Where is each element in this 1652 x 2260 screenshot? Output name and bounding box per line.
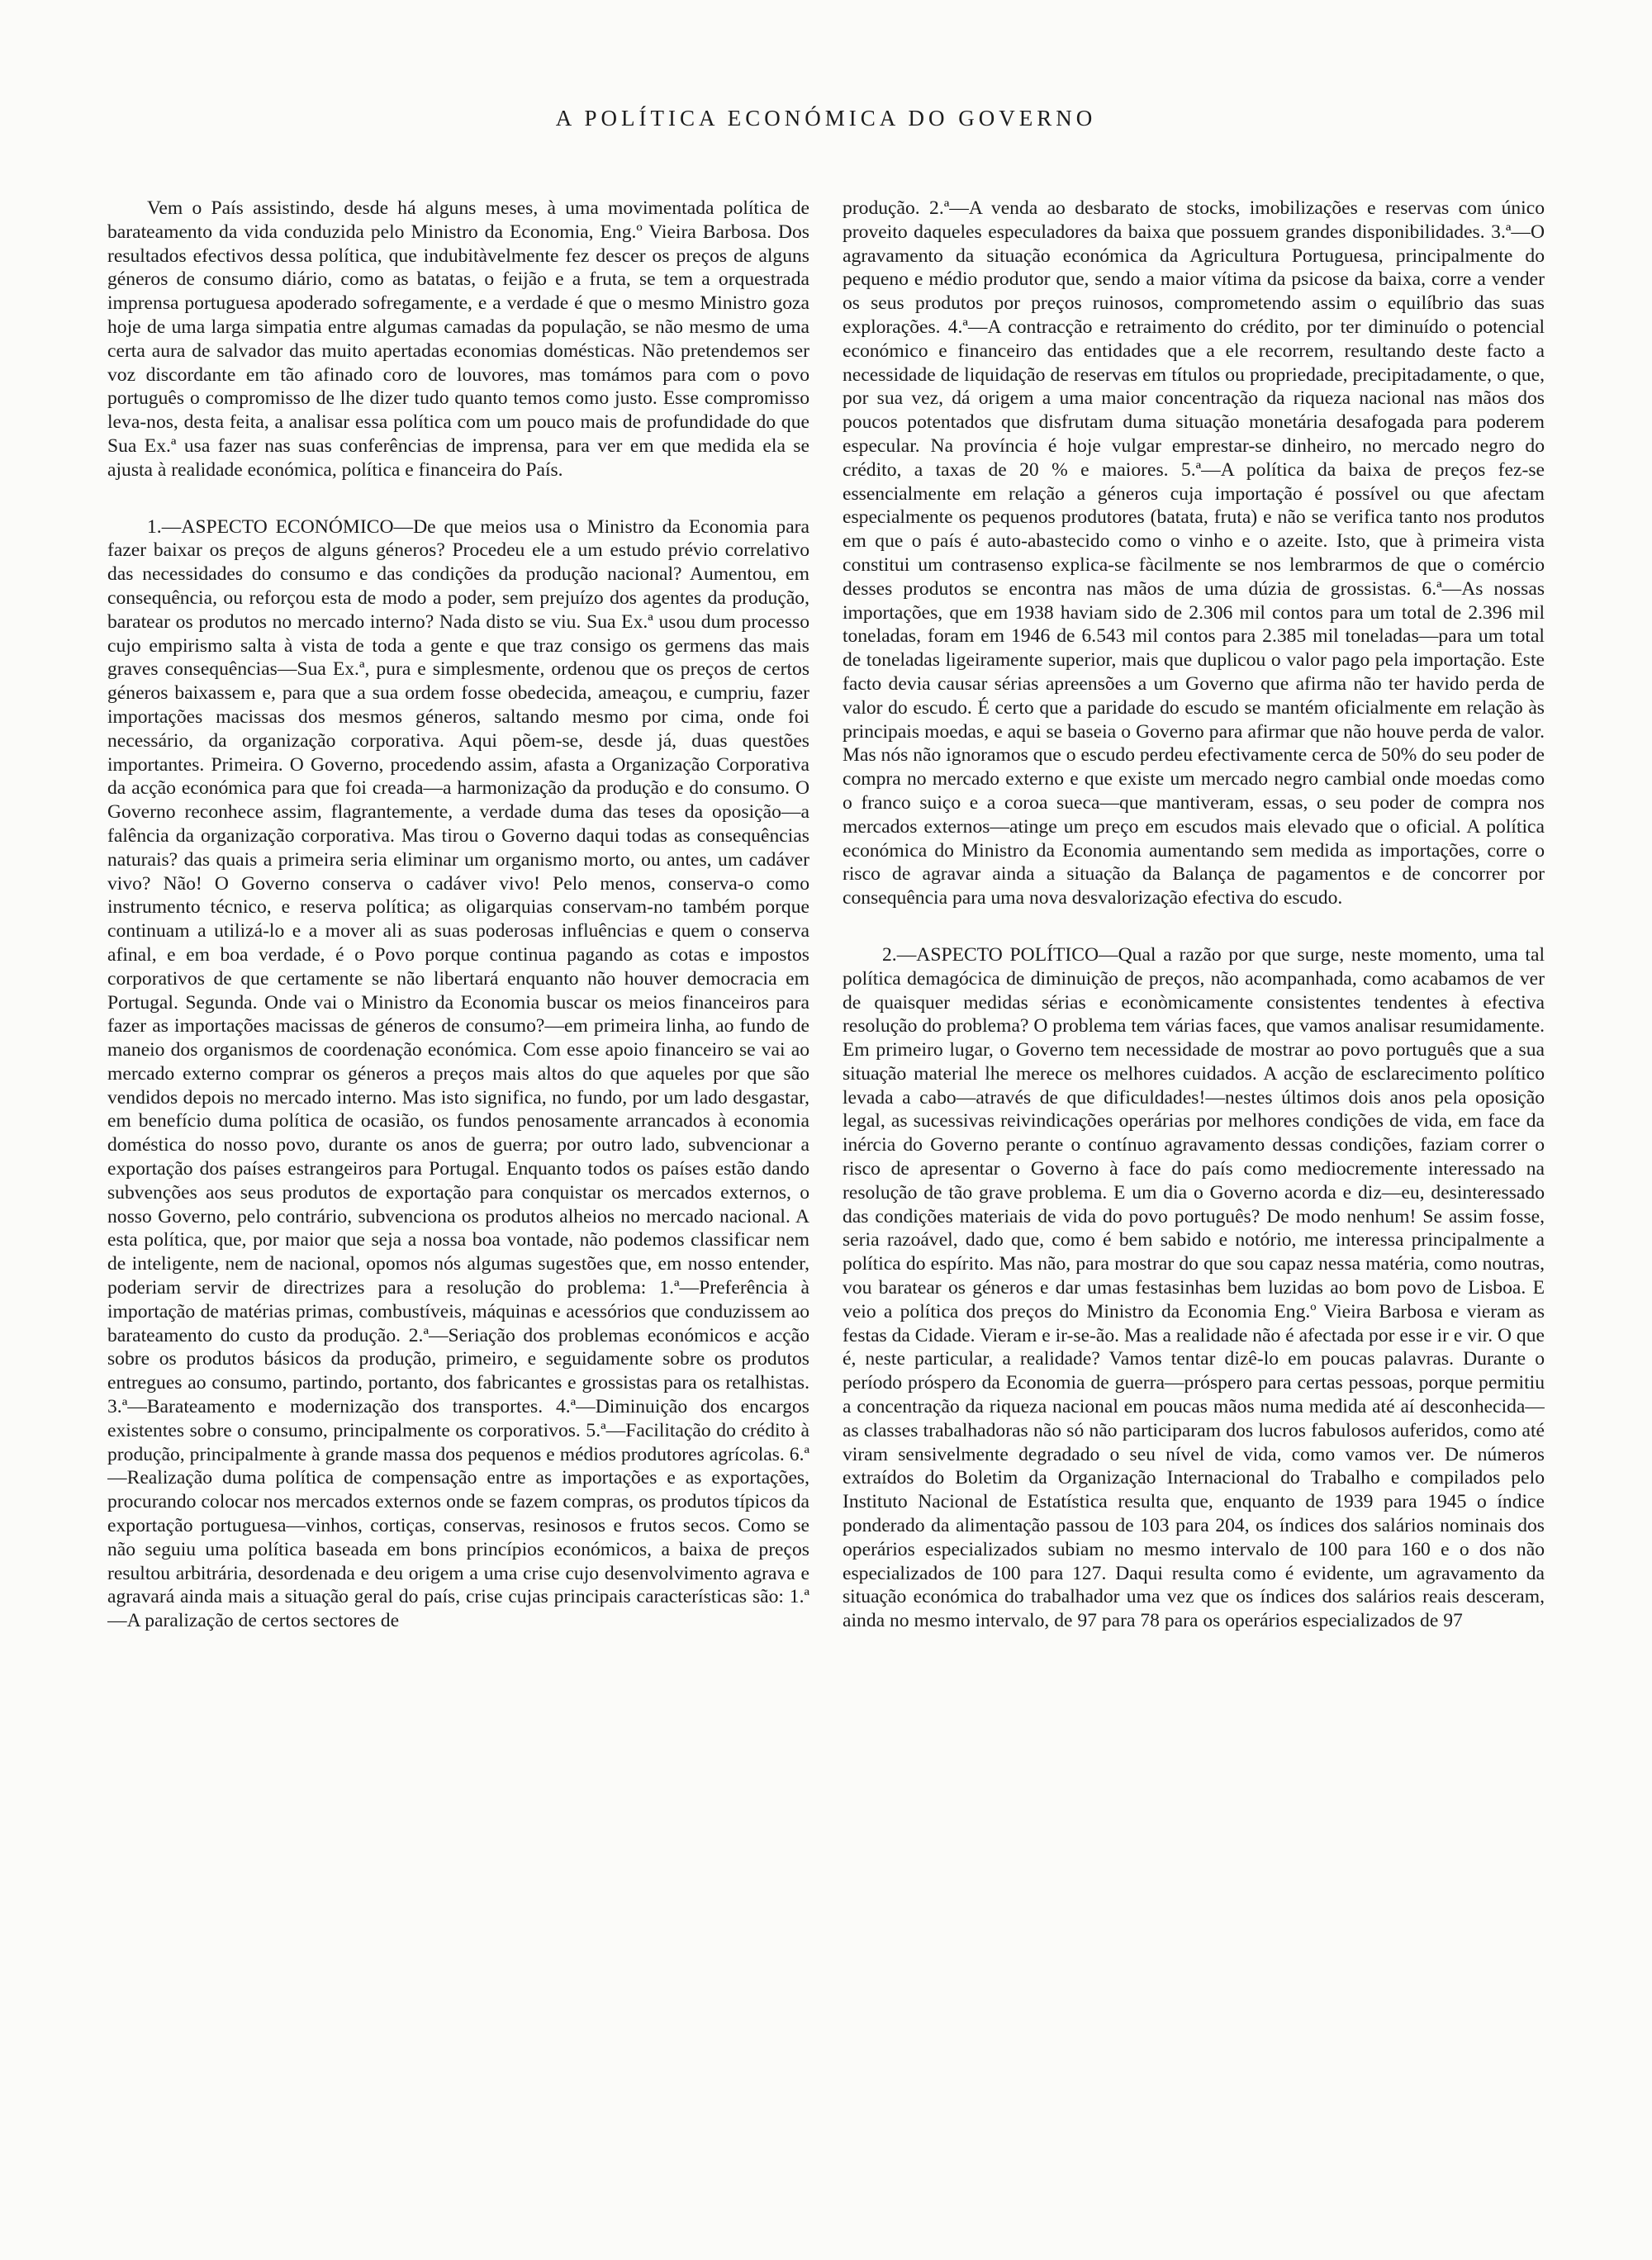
intro-paragraph: Vem o País assistindo, desde há alguns meses, à uma movimentada política de barateamento da vida conduzida pelo Ministro da Economia, Eng.º Vieira Barbosa. Dos resultados efectivos dessa política, que indubitàvelmente fez descer os preços de alguns géneros de consumo diário, como as batatas, o feijão e a fruta, se tem a orquestrada imprensa portuguesa apoderado sofregamente, e a verdade é que o mesmo Ministro goza hoje de uma larga simpatia entre algumas camadas da população, se não mesmo de uma certa aura de salvador das muito apertadas economias domésticas. Não pretendemos ser voz discordante em tão afinado coro de louvores, mas tomámos para com o povo português o compromisso de lhe dizer tudo quanto temos como justo. Esse compromisso leva-nos, desta feita, a analisar essa política com um pouco mais de profundidade do que Sua Ex.ª usa fazer nas suas conferências de imprensa, para ver em que medida ela se ajusta à realidade económica, política e financeira do País.: [107, 197, 809, 481]
political-aspect-paragraph: 2.—ASPECTO POLÍTICO—Qual a razão por que surge, neste momento, uma tal política demagócica de diminuição de preços, não acompanhada, como acabamos de ver de quaisquer medidas sérias e econòmicamente consistentes tendentes à efectiva resolução do problema? O problema tem várias faces, que vamos analisar resumidamente. Em primeiro lugar, o Governo tem necessidade de mostrar ao povo português que a sua situação material lhe merece os melhores cuidados. A acção de esclarecimento político levada a cabo—através de que dificuldades!—nestes últimos dois anos pela oposição legal, as sucessivas reivindicações operárias por melhores condições de vida, em face da inércia do Governo perante o contínuo agravamento dessas condições, faziam correr o risco de apresentar o Governo à face do país como mediocremente interessado na resolução de tão grave problema. E um dia o Governo acorda e diz—eu, desinteressado das condições materiais de vida do povo português? De modo nenhum! Se assim fosse, seria razoável, dado que, como é bem sabido e notório, me interessa principalmente a política do espírito. Mas não, para mostrar do que sou capaz nessa matéria, como noutras, vou baratear os géneros e dar umas festasinhas bem luzidas ao bom povo de Lisboa. E veio a política dos preços do Ministro da Economia Eng.º Vieira Barbosa e vieram as festas da Cidade. Vieram e ir-se-ão. Mas a realidade não é afectada por esse ir e vir. O que é, neste particular, a realidade? Vamos tentar dizê-lo em poucas palavras. Durante o período próspero da Economia de guerra—próspero para certas pessoas, porque permitiu a concentração da riqueza nacional em poucas mãos numa medida até aí desconhecida—as classes trabalhadoras não só não participaram dos lucros fabulosos auferidos, como até viram sensivelmente degradado o seu nível de vida, como vamos ver. De números extraídos do Boletim da Organização Internacional do Trabalho e compilados pelo Instituto Nacional de Estatística resulta que, enquanto de 1939 para 1945 o índice ponderado da alimentação passou de 103 para 204, os índices dos salários nominais dos operários especializados subiam no mesmo intervalo de 100 para 160 e o dos não especializados de 100 para 127. Daqui resulta como é evidente, um agravamento da situação económica do trabalhador uma vez que os índices dos salários reais desceram, ainda no mesmo intervalo, de 97 para 78 para os operários especializados de 97: [843, 943, 1545, 1632]
left-column: [107, 197, 809, 2237]
right-column: [843, 197, 1545, 2237]
economic-aspect-paragraph: 1.—ASPECTO ECONÓMICO—De que meios usa o Ministro da Economia para fazer baixar os preços de alguns géneros? Procedeu ele a um estudo prévio correlativo das necessidades do consumo e das condições da produção nacional? Aumentou, em consequência, ou reforçou esta de modo a poder, sem prejuízo dos agentes da produção, baratear os produtos no mercado interno? Nada disto se viu. Sua Ex.ª usou dum processo cujo empirismo salta à vista de toda a gente e que traz consigo os germens das mais graves consequências—Sua Ex.ª, pura e simplesmente, ordenou que os preços de certos géneros baixassem e, para que a sua ordem fosse obedecida, ameaçou, e cumpriu, fazer importações macissas dos mesmos géneros, saltando mesmo por cima, onde foi necessário, da organização corporativa. Aqui põem-se, desde já, duas questões importantes. Primeira. O Governo, procedendo assim, afasta a Organização Corporativa da acção económica para que foi creada—a harmonização da produção e do consumo. O Governo reconhece assim, flagrantemente, a verdade duma das teses da oposição—a falência da organização corporativa. Mas tirou o Governo daqui todas as consequências naturais? das quais a primeira seria eliminar um organismo morto, ou antes, um cadáver vivo? Não! O Governo conserva o cadáver vivo! Pelo menos, conserva-o como instrumento técnico, e reserva política; as oligarquias conservam-no também porque continuam a utilizá-lo e a mover ali as suas poderosas influências e quem o conserva afinal, e em boa verdade, é o Povo porque continua pagando as cotas e impostos corporativos de que certamente se não libertará enquanto não houver democracia em Portugal. Segunda. Onde vai o Ministro da Economia buscar os meios financeiros para fazer as importações macissas de géneros de consumo?—em primeira linha, ao fundo de maneio dos organismos de coordenação económica. Com esse apoio financeiro se vai ao mercado externo comprar os géneros a preços mais altos do que aqueles por que são vendidos depois no mercado interno. Mas isto significa, no fundo, por um lado desgastar, em benefício duma política de ocasião, os fundos penosamente arrancados à economia doméstica do nosso povo, durante os anos de guerra; por outro lado, subvencionar a exportação dos países estrangeiros para Portugal. Enquanto todos os países estão dando subvenções aos seus produtos de exportação para conquistar os mercados externos, o nosso Governo, pelo contrário, subvenciona os produtos alheios no mercado nacional. A esta política, que, por maior que seja a nossa boa vontade, não podemos classificar nem de inteligente, nem de nacional, opomos nós algumas sugestões que, em nosso entender, poderiam servir de directrizes para a resolução do problema: 1.ª—Preferência à importação de matérias primas, combustíveis, máquinas e acessórios que conduzissem ao barateamento do custo da produção. 2.ª—Seriação dos problemas económicos e acção sobre os produtos básicos da produção, primeiro, e seguidamente sobre os produtos entregues ao consumo, partindo, portanto, dos fabricantes e grossistas para os retalhistas. 3.ª—Barateamento e modernização dos transportes. 4.ª—Diminuição dos encargos existentes sobre o consumo, principalmente os corporativos. 5.ª—Facilitação do crédito à produção, principalmente à grande massa dos pequenos e médios produtores agrícolas. 6.ª—Realização duma política de compensação entre as importações e as exportações, procurando colocar nos mercados externos onde se fazem compras, os produtos típicos da exportação portuguesa—vinhos, cortiças, conservas, resinosos e frutos secos. Como se não seguiu uma política baseada em bons princípios económicos, a baixa de preços resultou arbitrária, desordenada e deu origem a uma crise cujo desenvolvimento agrava e agravará ainda mais a situação geral do país, crise cujas principais características são: 1.ª—A paralização de certos sectores de: [107, 515, 809, 1632]
economic-aspect-continuation: produção. 2.ª—A venda ao desbarato de stocks, imobilizações e reservas com único proveito daqueles especuladores da baixa que possuem grandes disponibilidades. 3.ª—O agravamento da situação económica da Agricultura Portuguesa, principalmente do pequeno e médio produtor que, sendo a maior vítima da psicose da baixa, corre a vender os seus produtos por preços ruinosos, comprometendo assim o equilíbrio das suas explorações. 4.ª—A contracção e retraimento do crédito, por ter diminuído o potencial económico e financeiro das entidades que a ele recorrem, resultando deste facto a necessidade de liquidação de reservas em títulos ou propriedade, precipitadamente, o que, por sua vez, dá origem a uma maior concentração da riqueza nacional nas mãos dos poucos potentados que disfrutam duma situação monetária desafogada para poderem especular. Na província é hoje vulgar emprestar-se dinheiro, no mercado negro do crédito, a taxas de 20 % e maiores. 5.ª—A política da baixa de preços fez-se essencialmente em relação a géneros cuja importação é possível ou que afectam especialmente os pequenos produtores (batata, fruta) e não se verifica tanto nos produtos em que o país é auto-abastecido como o vinho e o azeite. Isto, que à primeira vista constitui um contrasenso explica-se fàcilmente se nos lembrarmos de que o comércio desses produtos se encontra nas mãos de uma dúzia de grossistas. 6.ª—As nossas importações, que em 1938 haviam sido de 2.306 mil contos para um total de 2.396 mil toneladas, foram em 1946 de 6.543 mil contos para 2.385 mil toneladas—para um total de toneladas ligeiramente superior, mais que duplicou o valor pago pela importação. Este facto devia causar sérias apreensões a um Governo que afirma não ter havido perda de valor do escudo. É certo que a paridade do escudo se mantém oficialmente em relação às principais moedas, e aqui se baseia o Governo para afirmar que não houve perda de valor. Mas nós não ignoramos que o escudo perdeu efectivamente cerca de 50% do seu poder de compra no mercado externo e que existe um mercado negro cambial onde moedas como o franco suiço e a coroa sueca—que mantiveram, essas, o seu poder de compra nos mercados externos—atinge um preço em escudos mais elevado que o oficial. A política económica do Ministro da Economia aumentando sem medida as importações, corre o risco de agravar ainda a situação da Balança de pagamentos e de concorrer por consequência para uma nova desvalorização efectiva do escudo.: [843, 197, 1545, 909]
page-title: A POLÍTICA ECONÓMICA DO GOVERNO: [555, 106, 1097, 131]
